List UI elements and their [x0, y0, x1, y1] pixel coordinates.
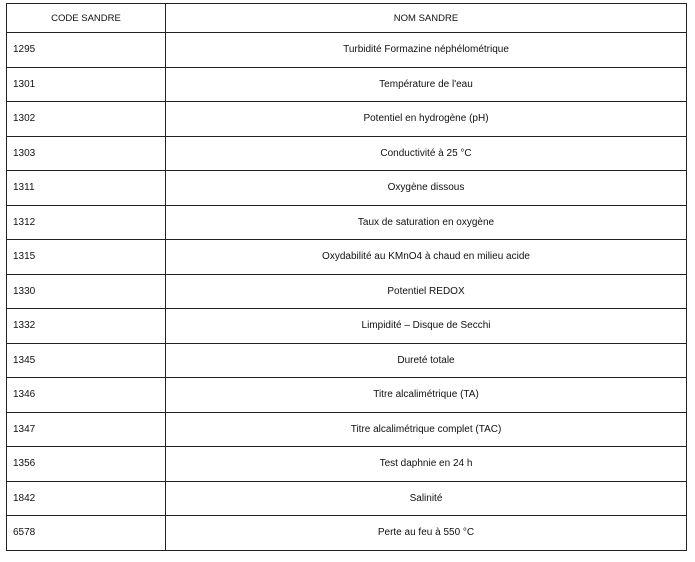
name-cell: Température de l'eau — [166, 67, 687, 102]
table-row — [7, 274, 687, 309]
table-row — [7, 67, 687, 102]
code-cell: 1347 — [7, 412, 166, 447]
name-cell: Titre alcalimétrique complet (TAC) — [166, 412, 687, 447]
name-cell: Turbidité Formazine néphélométrique — [166, 33, 687, 68]
name-cell: Salinité — [166, 481, 687, 516]
table-row — [7, 136, 687, 171]
name-cell: Oxygène dissous — [166, 171, 687, 206]
code-cell: 1301 — [7, 67, 166, 102]
code-cell: 1346 — [7, 378, 166, 413]
name-cell: Titre alcalimétrique (TA) — [166, 378, 687, 413]
table-row — [7, 240, 687, 275]
code-cell: 1311 — [7, 171, 166, 206]
table-row — [7, 33, 687, 68]
table-row — [7, 447, 687, 482]
code-cell: 1295 — [7, 33, 166, 68]
sandre-table — [6, 3, 687, 551]
table-row — [7, 516, 687, 551]
code-cell: 1332 — [7, 309, 166, 344]
header-code-sandre: CODE SANDRE — [7, 4, 166, 33]
code-cell: 1345 — [7, 343, 166, 378]
table-row — [7, 171, 687, 206]
code-cell: 1312 — [7, 205, 166, 240]
code-cell: 1302 — [7, 102, 166, 137]
table-row — [7, 412, 687, 447]
name-cell: Limpidité – Disque de Secchi — [166, 309, 687, 344]
name-cell: Perte au feu à 550 °C — [166, 516, 687, 551]
name-cell: Oxydabilité au KMnO4 à chaud en milieu acide — [166, 240, 687, 275]
table-row — [7, 205, 687, 240]
name-cell: Taux de saturation en oxygène — [166, 205, 687, 240]
code-cell: 1356 — [7, 447, 166, 482]
name-cell: Potentiel REDOX — [166, 274, 687, 309]
header-nom-sandre: NOM SANDRE — [166, 4, 687, 33]
code-cell: 1303 — [7, 136, 166, 171]
code-cell: 1315 — [7, 240, 166, 275]
name-cell: Test daphnie en 24 h — [166, 447, 687, 482]
code-cell: 1330 — [7, 274, 166, 309]
name-cell: Dureté totale — [166, 343, 687, 378]
header-row — [7, 4, 687, 33]
code-cell: 6578 — [7, 516, 166, 551]
table-row — [7, 102, 687, 137]
name-cell: Potentiel en hydrogène (pH) — [166, 102, 687, 137]
table-row — [7, 343, 687, 378]
code-cell: 1842 — [7, 481, 166, 516]
name-cell: Conductivité à 25 °C — [166, 136, 687, 171]
table-row — [7, 378, 687, 413]
table-row — [7, 309, 687, 344]
table-row — [7, 481, 687, 516]
